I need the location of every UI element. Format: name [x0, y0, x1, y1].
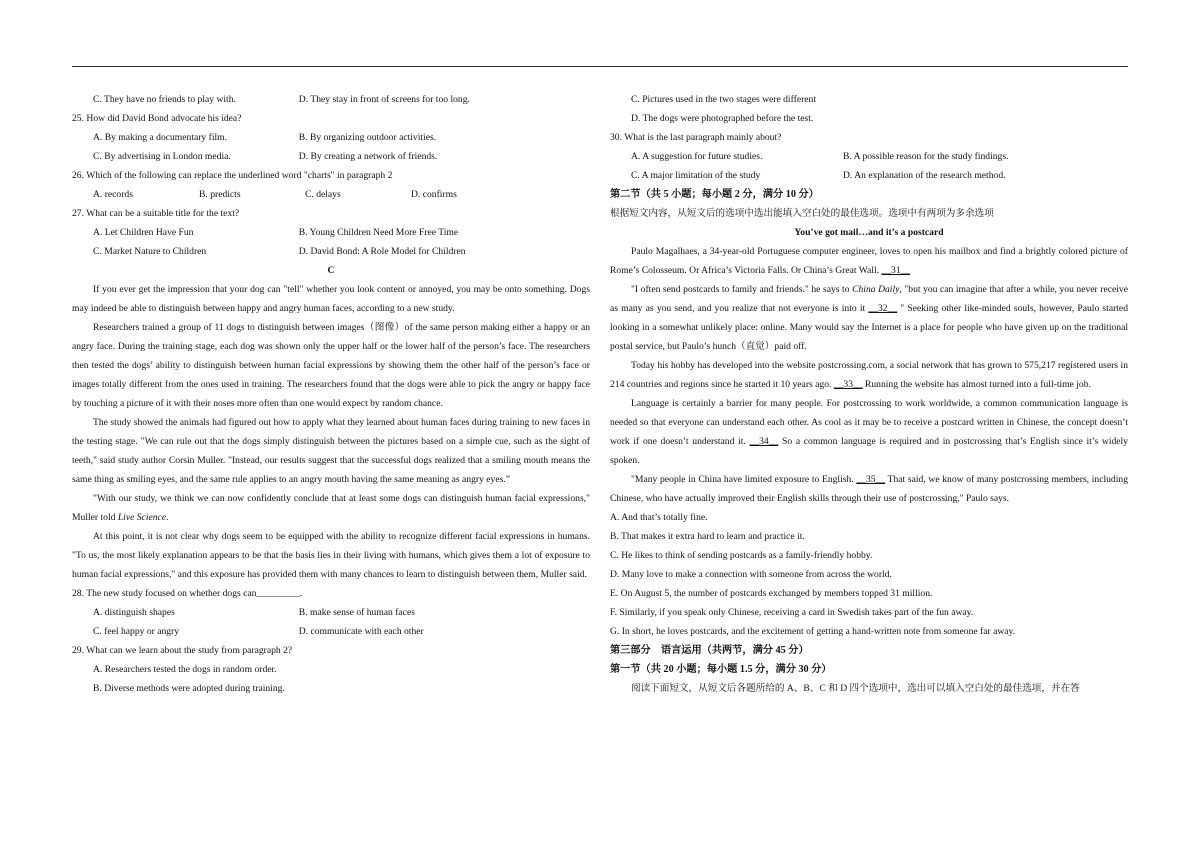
passage-c-label: C — [327, 265, 335, 276]
section-1-title: 第一节（共 20 小题；每小题 1.5 分，满分 30 分） — [610, 664, 832, 675]
option: A. distinguish shapes — [93, 607, 175, 618]
option: D. An explanation of the research method. — [843, 170, 1006, 181]
choice-g: G. In short, he loves postcards, and the excitement of getting a hand-written note from someone far away. — [610, 626, 1016, 637]
option: B. predicts — [199, 189, 241, 200]
option: B. Young Children Need More Free Time — [298, 227, 459, 238]
question-26: 26. Which of the following can replace the underlined word "charts" in paragraph 2 — [72, 170, 393, 181]
option: C. delays — [305, 189, 341, 200]
source-name: China Daily — [852, 284, 900, 295]
passage-paragraph-4 — [72, 489, 590, 527]
passage-paragraph-3 — [610, 356, 1128, 394]
passage-paragraph-3: The study showed the animals had figured out how to apply what they learned about human faces during training to new faces in the testing stage. "We can rule out that the dogs simply distinguish between the pictures based on a simple cue, such as the sight of teeth," said study author Corsin Muller. "Instead, our results suggest that the successful dogs realized that a smiling mouth means the same thing as smiling eyes, and the same rule applies to an angry mouth having the same meaning as angry eyes.” — [72, 417, 590, 485]
paragraph-text: . — [166, 512, 169, 523]
option: D. confirms — [411, 189, 457, 200]
option: B. Diverse methods were adopted during training. — [93, 683, 285, 694]
blank-33: __33__ — [833, 379, 863, 390]
passage-paragraph-5: At this point, it is not clear why dogs seem to be equipped with the ability to recognize different facial expressions in humans. "To us, the most likely explanation appears to be that the basis lies in their living with humans, which gives them a lot of exposure to human facial expressions," and this exposure has provided them with many chances to learn to distinguish between them, Muller said. — [72, 531, 590, 580]
option: D. David Bond: A Role Model for Children — [298, 246, 466, 257]
q27-options-cd — [72, 242, 590, 261]
option: B. make sense of human faces — [298, 607, 415, 618]
choice-f: F. Similarly, if you speak only Chinese, receiving a card in Swedish takes part of the fun away. — [610, 607, 974, 618]
q25-options-ab — [72, 128, 590, 147]
paragraph-text: "Many people in China have limited exposure to English. — [631, 474, 857, 485]
paragraph-text: Today his hobby has developed into the website postcrossing.com, a social network that has grown to 575,217 registered users in 214 countries and regions since he started it 10 years ago. — [610, 360, 1128, 390]
source-name: Live Science — [117, 512, 167, 523]
left-column — [72, 90, 590, 698]
option: D. The dogs were photographed before the test. — [631, 113, 814, 124]
blank-34: __34__ — [749, 436, 779, 447]
section-2-instructions: 根据短文内容，从短文后的选项中选出能填入空白处的最佳选项。选项中有两项为多余选项 — [610, 208, 994, 219]
passage-paragraph-1: If you ever get the impression that your dog can "tell" whether you look content or annoyed, you may be onto something. Dogs may indeed be able to distinguish between happy and angry human faces, according to a new study. — [72, 284, 590, 314]
option: C. They have no friends to play with. — [93, 94, 236, 105]
choice-e: E. On August 5, the number of postcards exchanged by members topped 31 million. — [610, 588, 933, 599]
question-27: 27. What can be a suitable title for the text? — [72, 208, 240, 219]
paragraph-text: So a common language is required and in postcrossing that’s English since it’s widely spoken. — [610, 436, 1129, 466]
right-column — [610, 90, 1128, 698]
question-30: 30. What is the last paragraph mainly about? — [610, 132, 782, 143]
section-2-title: 第二节（共 5 小题；每小题 2 分，满分 10 分） — [610, 189, 819, 200]
question-28: 28. The new study focused on whether dogs can_________. — [72, 588, 303, 599]
passage-title: You’ve got mail…and it’s a postcard — [794, 227, 944, 238]
option: A. By making a documentary film. — [93, 132, 228, 143]
option: B. A possible reason for the study findings. — [843, 151, 1009, 162]
q30-options-cd — [610, 166, 1128, 185]
paragraph-text: , "but you can imagine that after a while, you never receive as many as you send, and you realize that not everyone is into it — [610, 284, 1128, 314]
paragraph-text: Running the website has almost turned into a full-time job. — [862, 379, 1091, 390]
option: A. Researchers tested the dogs in random order. — [93, 664, 277, 675]
header-rule — [72, 66, 1128, 67]
q26-options — [72, 185, 590, 204]
option: B. By organizing outdoor activities. — [298, 132, 437, 143]
paragraph-text: "I often send postcards to family and friends." he says to — [631, 284, 853, 295]
passage-paragraph-1 — [610, 242, 1128, 280]
option: A. records — [93, 189, 133, 200]
question-25: 25. How did David Bond advocate his idea? — [72, 113, 242, 124]
option: C. feel happy or angry — [93, 626, 180, 637]
q25-options-cd — [72, 147, 590, 166]
option: A. Let Children Have Fun — [93, 227, 194, 238]
part-3-title: 第三部分 语言运用（共两节，满分 45 分） — [610, 645, 809, 656]
choice-d: D. Many love to make a connection with someone from across the world. — [610, 569, 892, 580]
option: C. Market Nature to Children — [93, 246, 207, 257]
option: C. A major limitation of the study — [631, 170, 761, 181]
blank-35: __35__ — [856, 474, 886, 485]
passage-paragraph-4 — [610, 394, 1128, 470]
passage-paragraph-2 — [610, 280, 1128, 356]
passage-paragraph-5 — [610, 470, 1128, 508]
q28-options-cd — [72, 622, 590, 641]
paragraph-text: That said, we know of many postcrossing members, including Chinese, who have actually improved their English skills through their use of postcrossing," Paulo says. — [610, 474, 1128, 504]
option: A. A suggestion for future studies. — [631, 151, 763, 162]
choice-b: B. That makes it extra hard to learn and practice it. — [610, 531, 805, 542]
choice-c: C. He likes to think of sending postcards as a family-friendly hobby. — [610, 550, 873, 561]
question-29: 29. What can we learn about the study from paragraph 2? — [72, 645, 293, 656]
option: D. By creating a network of friends. — [298, 151, 438, 162]
paragraph-text: " Seeking other like-minded souls, however, Paulo started looking in a somewhat unlikely place: online. Many would say the Internet is a place for people who have given up on the traditional postal service, but Paulo’s hunch（直觉）paid off. — [610, 303, 1128, 352]
option: D. They stay in front of screens for too long. — [298, 94, 470, 105]
q28-options-ab — [72, 603, 590, 622]
paragraph-text: Language is certainly a barrier for many people. For postcrossing to work worldwide, a common communication language is needed so that everyone can understand each other. As cool as it may be to receive a postcard written in Chinese, the concept doesn’t work if one doesn’t understand it. — [610, 398, 1128, 447]
paragraph-text: Paulo Magalhaes, a 34-year-old Portuguese computer engineer, loves to open his mailbox and find a brightly colored picture of Rome’s Colosseum. Or Africa’s Victoria Falls. Or China’s Great Wall. — [610, 246, 1128, 276]
blank-31: __31__ — [881, 265, 911, 276]
choice-a: A. And that’s totally fine. — [610, 512, 708, 523]
section-1-instructions: 阅读下面短文，从短文后各题所给的 A、B、C 和 D 四个选项中，选出可以填入空白处的最佳选项，并在答 — [631, 683, 1080, 694]
passage-paragraph-2: Researchers trained a group of 11 dogs to distinguish between images（图像）of the same person making either a happy or an angry face. During the training stage, each dog was shown only the upper half or the lower half of the person’s face. The researchers then tested the dogs’ ability to distinguish between human facial expressions by showing them the other half of the person’s face or images totally different from the ones used in training. The researchers found that the dogs were able to pick the angry or happy face by touching a picture of it with their noses more often than one would expect by random chance. — [72, 322, 590, 409]
option: C. Pictures used in the two stages were different — [631, 94, 816, 105]
paragraph-text: "With our study, we think we can now confidently conclude that at least some dogs can distinguish human facial expressions," Muller told — [72, 493, 590, 523]
option: D. communicate with each other — [298, 626, 424, 637]
q24-options-cd — [72, 90, 590, 109]
q27-options-ab — [72, 223, 590, 242]
option: C. By advertising in London media. — [93, 151, 231, 162]
blank-32: __32__ — [868, 303, 898, 314]
q30-options-ab — [610, 147, 1128, 166]
